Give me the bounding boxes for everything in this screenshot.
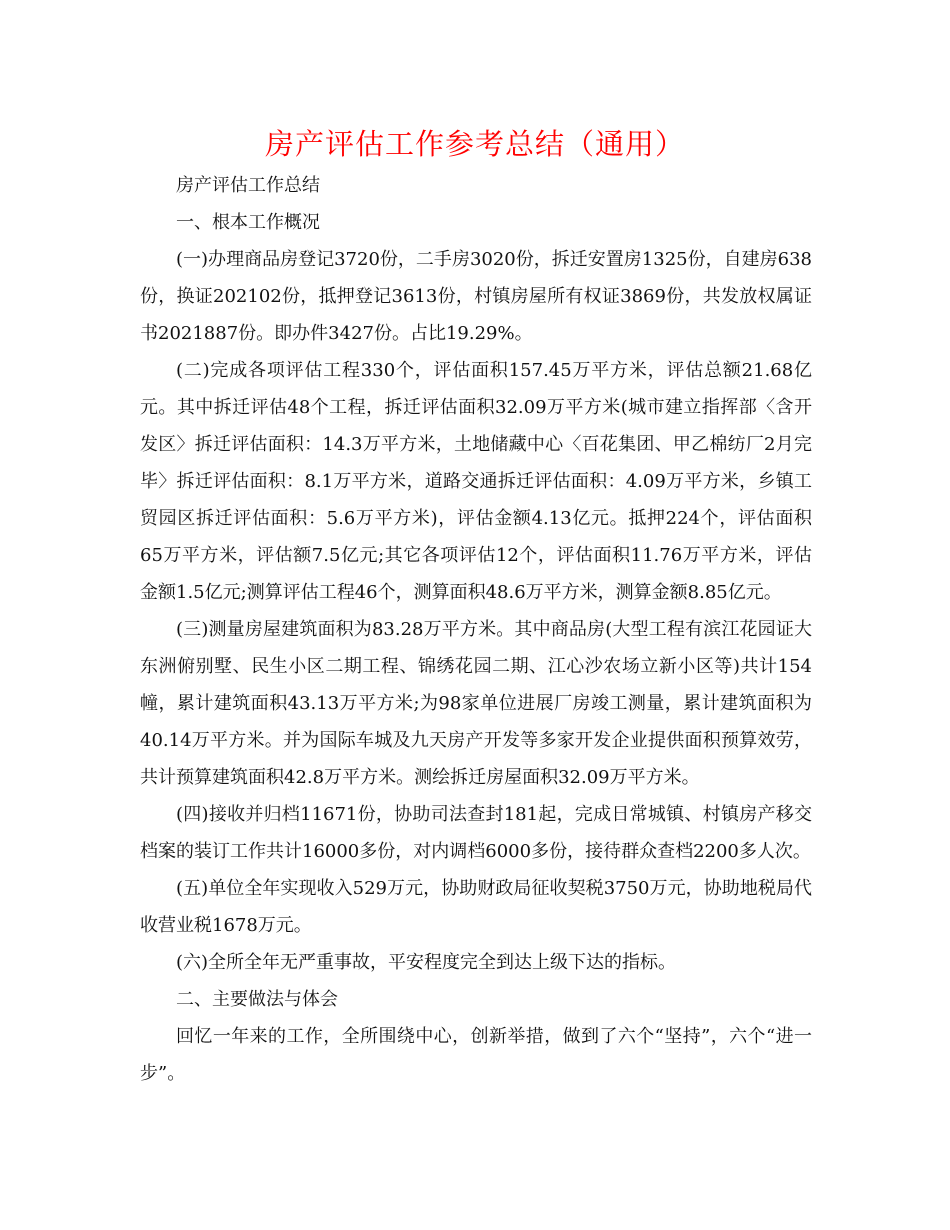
paragraph-item-2: (二)完成各项评估工程330个，评估面积157.45万平方米，评估总额21.68亿元。其中拆迁评估48个工程，拆迁评估面积32.09万平方米(城市建立指挥部〈含开发区〉拆迁评估面积：14.3万平方米，土地储藏中心〈百花集团、甲乙棉纺厂2月完毕〉拆迁评估面积：8.1万平方米，道路交通拆迁评估面积：4.09万平方米，乡镇工贸园区拆迁评估面积：5.6万平方米)，评估金额4.13亿元。抵押224个，评估面积65万平方米，评估额7.5亿元;其它各项评估12个，评估面积11.76万平方米，评估金额1.5亿元;测算评估工程46个，测算面积48.6万平方米，测算金额8.85亿元。 [140,360,812,603]
paragraph-item-4: (四)接收并归档11671份，协助司法查封181起，完成日常城镇、村镇房产移交档案的装订工作共计16000多份，对内调档6000多份，接待群众查档2200多人次。 [140,804,812,862]
section-heading-2: 二、主要做法与体会 [176,989,338,1010]
paragraph-item-3: (三)测量房屋建筑面积为83.28万平方米。其中商品房(大型工程有滨江花园证大东洲俯别墅、民生小区二期工程、锦绣花园二期、江心沙农场立新小区等)共计154幢，累计建筑面积43.13万平方米;为98家单位进展厂房竣工测量，累计建筑面积为40.14万平方米。并为国际车城及九天房产开发等多家开发企业提供面积预算效劳，共计预算建筑面积42.8万平方米。测绘拆迁房屋面积32.09万平方米。 [140,619,812,788]
paragraph-item-5: (五)单位全年实现收入529万元，协助财政局征收契税3750万元，协助地税局代收营业税1678万元。 [140,878,812,936]
section-heading-1: 一、根本工作概况 [176,212,320,233]
document-body [140,167,812,1092]
paragraph-subtitle: 房产评估工作总结 [176,175,320,196]
document-title: 房产评估工作参考总结（通用） [264,127,685,161]
paragraph-item-1: (一)办理商品房登记3720份，二手房3020份，拆迁安置房1325份，自建房638份，换证202102份，抵押登记3613份，村镇房屋所有权证3869份，共发放权属证书2021887份。即办件3427份。占比19.29%。 [140,249,812,344]
paragraph-review: 回忆一年来的工作，全所围绕中心，创新举措，做到了六个“坚持”，六个“进一步”。 [140,1026,812,1084]
paragraph-item-6: (六)全所全年无严重事故，平安程度完全到达上级下达的指标。 [176,952,677,973]
